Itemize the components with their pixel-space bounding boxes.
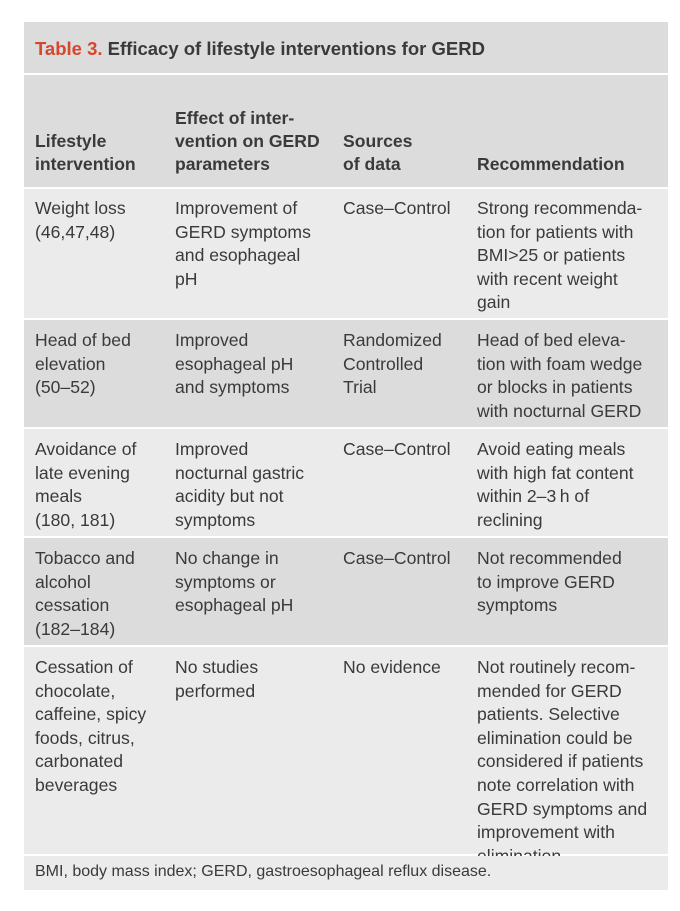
table-footnote: BMI, body mass index; GERD, gastroesophageal reflux disease.: [24, 856, 668, 890]
cell-effect: Improved esophageal pH and symptoms: [175, 330, 294, 398]
cell-intervention: Cessation of chocolate, caffeine, spicy foods, citrus, carbonated beverages: [35, 657, 147, 795]
cell-effect: No change in symptoms or esophageal pH: [175, 548, 294, 616]
header-sources-of-data: Sources of data: [343, 131, 413, 174]
cell-sources: Case–Control: [343, 439, 451, 459]
table-number: Table 3.: [35, 38, 103, 59]
cell-sources: Case–Control: [343, 198, 451, 218]
header-recommendation: Recommendation: [477, 154, 625, 174]
cell-sources: No evidence: [343, 657, 441, 677]
header-lifestyle-intervention: Lifestyle intervention: [35, 131, 136, 174]
cell-effect: Improved nocturnal gastric acidity but not symptoms: [175, 439, 305, 530]
header-effect-of-intervention: Effect of inter- vention on GERD parameters: [175, 108, 320, 174]
table-title-bar: [24, 22, 668, 73]
table-row: [24, 647, 668, 854]
table-container: [24, 22, 668, 890]
table-title: Efficacy of lifestyle interventions for GERD: [107, 38, 485, 59]
cell-recommendation: Strong recommenda- tion for patients with BMI>25 or patients with recent weight gain: [477, 198, 643, 313]
cell-sources: Randomized Controlled Trial: [343, 330, 442, 398]
table-header: [24, 75, 668, 187]
cell-intervention: Weight loss (46,47,48): [35, 198, 126, 242]
cell-recommendation: Head of bed eleva- tion with foam wedge or blocks in patients with nocturnal GERD: [477, 330, 643, 421]
cell-recommendation: Not routinely recom- mended for GERD patients. Selective elimination could be considered if patients note correlation with GERD symptoms and improvement with: [477, 657, 648, 843]
table-row: [24, 189, 668, 318]
cell-effect: No studies performed: [175, 657, 259, 701]
cell-effect: Improvement of GERD symptoms and esophageal pH: [175, 198, 311, 289]
cell-recommendation: Not recommended to improve GERD symptoms: [477, 548, 622, 616]
cell-recommendation: Avoid eating meals with high fat content within 2–3 h of reclining: [477, 439, 634, 530]
table-row: [24, 538, 668, 645]
table-row: [24, 429, 668, 536]
cell-intervention: Tobacco and alcohol cessation (182–184): [35, 548, 135, 639]
cell-intervention: Avoidance of late evening meals (180, 181): [35, 439, 137, 530]
cell-intervention: Head of bed elevation (50–52): [35, 330, 131, 398]
cell-sources: Case–Control: [343, 548, 451, 568]
table-row: [24, 320, 668, 427]
